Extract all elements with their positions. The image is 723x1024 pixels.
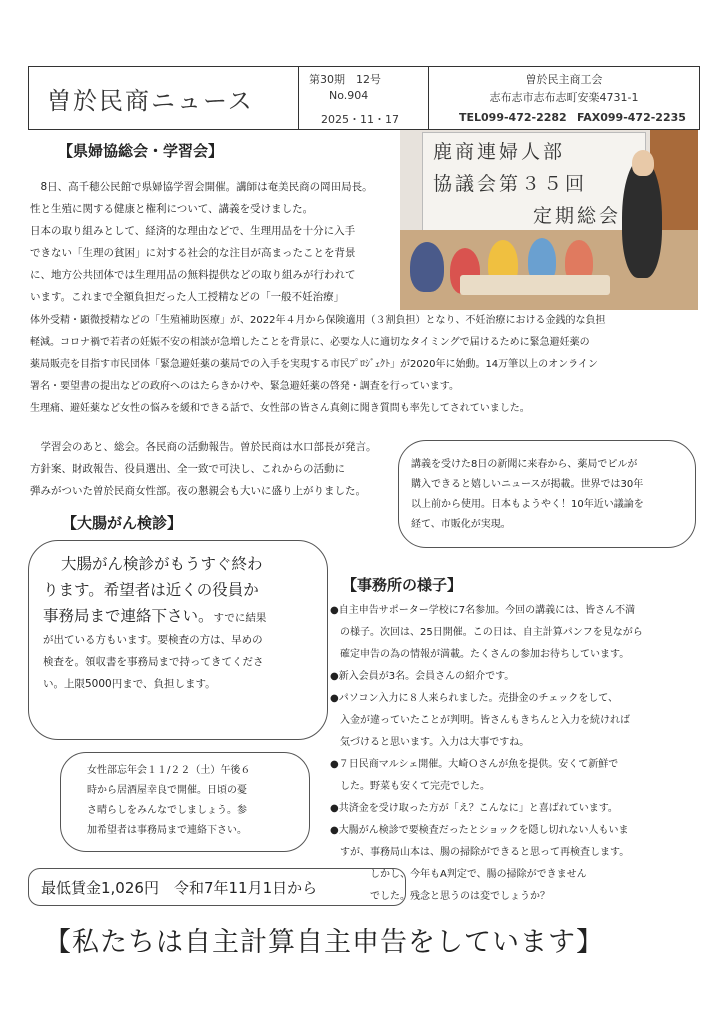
- office-line: すが、事務局山本は、腸の掃除ができると思って再検査します。: [330, 847, 630, 858]
- office-line: 確定申告の為の情報が満載。たくさんの参加お待ちしています。: [330, 649, 630, 660]
- article1-line: 軽減。コロナ禍で若者の妊娠不安の相談が急増したことを背景に、必要な人に適切なタイミングで届けるために緊急避妊薬の: [30, 337, 590, 348]
- office-line: ●大腸がん検診で要検査だったとショックを隠し切れない人もいま: [330, 825, 629, 836]
- screening-small-tail: すでに結果: [213, 612, 267, 624]
- article1-line: 方針案、財政報告、役員選出、全一致で可決し、これからの活動に: [30, 463, 345, 475]
- party-line: 時から居酒屋幸良で開催。日頃の憂: [87, 785, 247, 796]
- party-line: 加希望者は事務局まで連絡下さい。: [87, 825, 247, 836]
- org-fax: FAX099-472-2235: [577, 111, 686, 124]
- banner-line-3: 定期総会: [533, 205, 622, 227]
- bubble-line: 講義を受けた8日の新聞に来春から、薬局でピルが: [411, 459, 638, 470]
- bubble-line: 経て、市販化が実現。: [411, 519, 511, 530]
- article1-line: 体外受精・顕微授精などの「生殖補助医療」が、2022年４月から保険適用（３割負担）となり、不妊治療における金銭的な負担: [30, 315, 606, 326]
- minimum-wage-text: 最低賃金1,026円 令和7年11月1日から: [41, 879, 318, 897]
- org-tel: TEL099-472-2282: [459, 111, 567, 124]
- office-news-list: [330, 600, 702, 908]
- article1-line: できない「生理の貧困」に対する社会的な注目が高まったことを背景: [30, 247, 356, 259]
- office-line: 入金が違っていたことが判明。皆さんもきちんと入力を続ければ: [330, 715, 630, 726]
- photo-speaker-face: [632, 150, 654, 176]
- office-line: した。野菜も安くて完売でした。: [330, 781, 490, 792]
- photo-table: [460, 275, 610, 295]
- banner-line-1: 鹿商連婦人部: [433, 141, 566, 163]
- masthead: [28, 66, 700, 130]
- issue-number: No.904: [329, 89, 369, 102]
- screening-small-line: 検査を。領収書を事務局まで持ってきてくださ: [43, 656, 264, 668]
- screening-small-line: が出ている方もいます。要検査の方は、早めの: [43, 634, 263, 646]
- office-line: の様子。次回は、25日開催。この日は、自主計算パンフを見ながら: [330, 627, 643, 638]
- issue-date: 2025・11・17: [321, 113, 399, 126]
- office-line: ●自主申告サポーター学校に7名参加。今回の講義には、皆さん不満: [330, 605, 636, 616]
- article1-line: 学習会のあと、総会。各民商の活動報告。曽於民商は水口部長が発言。: [30, 441, 377, 453]
- pill-news-text: [411, 455, 693, 535]
- office-line: しかし、今年もA判定で、腸の掃除ができません: [330, 869, 587, 880]
- article1-line: 弾みがついた曽於民商女性部。夜の懇親会も大いに盛り上がりました。: [30, 485, 366, 497]
- footer-slogan: 【私たちは自主計算自主申告をしています】: [44, 927, 604, 958]
- org-name: 曽於民主商工会: [525, 73, 603, 86]
- article1-line: 薬局販売を目指す市民団体「緊急避妊薬の薬局での入手を実現する市民ﾌﾟﾛｼﾞｪｸﾄ」が2020年に始動。14万筆以上のオンライン: [30, 359, 598, 370]
- banner-line-2: 協議会第３５回: [433, 173, 588, 195]
- masthead-contact-cell: [429, 67, 699, 129]
- photo-speaker: [622, 158, 662, 278]
- screening-big-line: 事務局まで連絡下さい。: [43, 607, 214, 625]
- screening-big-line: ります。希望者は近くの役員か: [43, 581, 259, 599]
- colon-screening-text: [43, 551, 323, 695]
- photo-attendee: [410, 242, 444, 292]
- article1-line: 生理痛、避妊薬など女性の悩みを緩和できる話で、女性部の皆さん真剣に聞き質問も率先してされていました。: [30, 403, 530, 414]
- party-text: [87, 761, 307, 841]
- office-line: 気づけると思います。入力は大事ですね。: [330, 737, 530, 748]
- photo-banner: [422, 132, 646, 232]
- colon-screening-box: [28, 540, 328, 740]
- bubble-line: 購入できると嬉しいニュースが掲載。世界では30年: [411, 479, 644, 490]
- article1-line: 署名・要望書の提出などの政府へのはたらきかけや、緊急避妊薬の啓発・調査を行っています。: [30, 381, 459, 392]
- office-line: ●新入会員が3名。会員さんの紹介です。: [330, 671, 515, 682]
- party-line: 女性部忘年会１１/２２（土）午後６: [87, 765, 251, 776]
- office-line: ●共済金を受け取った方が「え？こんなに」と喜ばれています。: [330, 803, 618, 814]
- office-heading: 【事務所の様子】: [342, 576, 463, 594]
- screening-big-line: 大腸がん検診がもうすぐ終わ: [61, 555, 263, 573]
- office-line: ●パソコン入力に８人来られました。売掛金のチェックをして、: [330, 693, 619, 704]
- bubble-line: 以上前から使用。日本もようやく！10年近い議論を: [411, 499, 644, 510]
- masthead-title-cell: [29, 67, 299, 129]
- article1-line: に、地方公共団体では生理用品の無料提供などの取り組みが行われて: [30, 269, 356, 281]
- article1-line: います。これまで全額負担だった人工授精などの「一般不妊治療」: [30, 291, 345, 303]
- article1-body-top: [30, 176, 400, 308]
- article2-heading: 【大腸がん検診】: [62, 514, 183, 532]
- screening-small-line: い。上限5000円まで、負担します。: [43, 678, 216, 690]
- issue-volume: 第30期 12号: [309, 73, 381, 86]
- org-address: 志布志市志布志町安楽4731-1: [489, 91, 639, 104]
- newsletter-title: 曽於民商ニュース: [47, 87, 254, 115]
- office-line: ●７日民商マルシェ開催。大崎Ｏさんが魚を提供。安くて新鮮で: [330, 759, 619, 770]
- masthead-issue-cell: [299, 67, 429, 129]
- article1-heading: 【県婦協総会・学習会】: [58, 142, 224, 160]
- article1-line: 8日、高千穂公民館で県婦協学習会開催。講師は奄美民商の岡田局長。: [30, 181, 373, 193]
- party-line: さ晴らしをみんなでしましょう。参: [87, 805, 247, 816]
- pill-news-bubble: [398, 440, 696, 548]
- article1-line: 性と生殖に関する健康と権利について、講義を受けました。: [30, 203, 314, 215]
- year-end-party-bubble: [60, 752, 310, 852]
- article1-body-full: [30, 310, 700, 420]
- article1-body-bottom: [30, 436, 400, 502]
- article1-line: 日本の取り組みとして、経済的な理由などで、生理用品を十分に入手: [30, 225, 356, 237]
- meeting-photo: [400, 130, 698, 310]
- office-line: でした。残念と思うのは変でしょうか？: [330, 891, 550, 902]
